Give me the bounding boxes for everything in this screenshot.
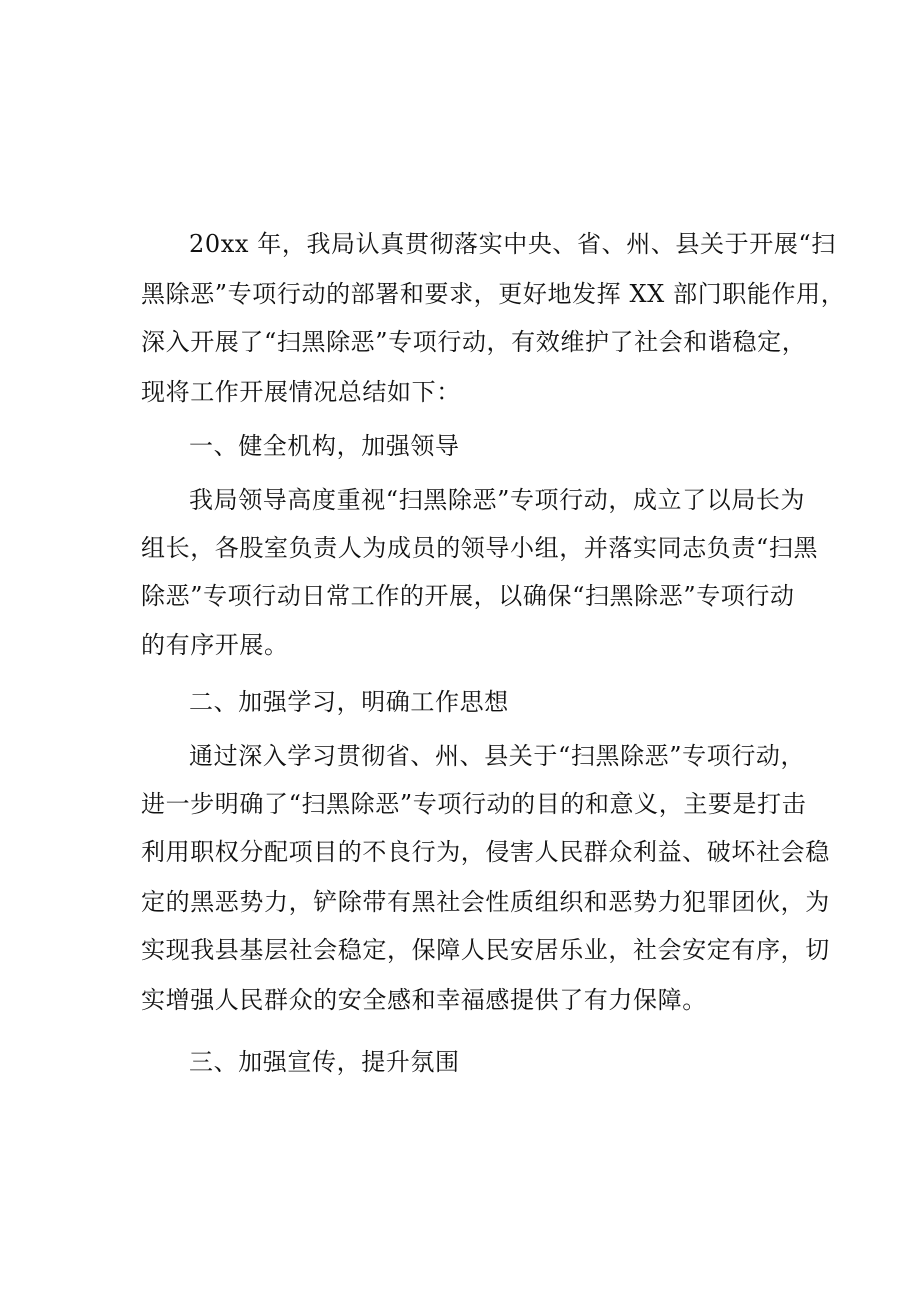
paragraph-line: 实现我县基层社会稳定，保障人民安居乐业，社会安定有序，切 <box>141 936 830 964</box>
section-heading: 一、健全机构，加强领导 <box>189 432 460 460</box>
paragraph-line: 我局领导高度重视“扫黑除恶”专项行动，成立了以局长为 <box>189 486 806 514</box>
paragraph-line: 20xx 年，我局认真贯彻落实中央、省、州、县关于开展“扫 <box>189 230 836 258</box>
section-heading: 二、加强学习，明确工作思想 <box>189 688 509 716</box>
paragraph-line: 深入开展了“扫黑除恶”专项行动，有效维护了社会和谐稳定， <box>141 328 807 356</box>
paragraph-line: 通过深入学习贯彻省、州、县关于“扫黑除恶”专项行动， <box>189 742 806 770</box>
paragraph-line: 黑除恶”专项行动的部署和要求，更好地发挥 XX 部门职能作用， <box>141 280 846 308</box>
section-heading: 三、加强宣传，提升氛围 <box>189 1048 460 1076</box>
paragraph-line: 现将工作开展情况总结如下： <box>141 378 461 406</box>
paragraph-line: 的有序开展。 <box>141 631 289 659</box>
paragraph-line: 除恶”专项行动日常工作的开展，以确保“扫黑除恶”专项行动 <box>141 582 795 610</box>
paragraph-line: 利用职权分配项目的不良行为，侵害人民群众利益、破坏社会稳 <box>141 838 830 866</box>
paragraph-line: 组长，各股室负责人为成员的领导小组，并落实同志负责“扫黑 <box>141 534 819 562</box>
paragraph-line: 定的黑恶势力，铲除带有黑社会性质组织和恶势力犯罪团伙，为 <box>141 888 830 916</box>
paragraph-line: 实增强人民群众的安全感和幸福感提供了有力保障。 <box>141 986 707 1014</box>
paragraph-line: 进一步明确了“扫黑除恶”专项行动的目的和意义，主要是打击 <box>141 790 807 818</box>
